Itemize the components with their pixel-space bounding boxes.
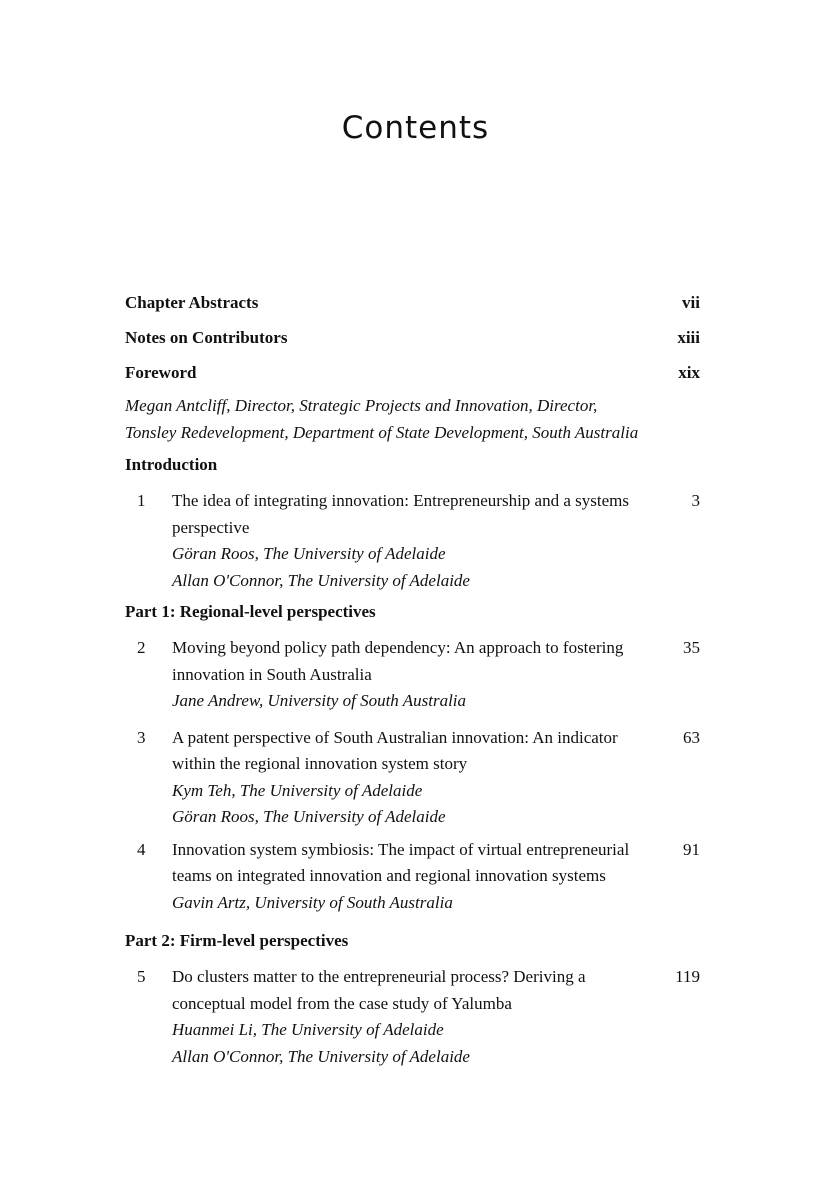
chapter-author: Huanmei Li, The University of Adelaide [172,1020,444,1039]
chapter-number: 5 [137,967,146,986]
chapter-author: Jane Andrew, University of South Australia [172,691,467,710]
toc-chapter-3[interactable] [125,725,705,831]
toc-chapter-5[interactable] [125,964,705,1070]
toc-entry-page: vii [682,293,700,312]
chapter-page: 63 [683,727,700,747]
foreword-authors [125,392,705,446]
toc-entry-page: xix [678,363,700,382]
author-line: Megan Antcliff, Director, Strategic Projects and Innovation, Director, [125,396,598,415]
toc-entry-notes-on-contributors[interactable] [125,325,705,351]
chapter-title: Do clusters matter to the entrepreneurial process? Deriving a conceptual model from the case study of Yalumba [172,967,586,1013]
toc-chapter-1[interactable] [125,488,705,594]
toc-entry-label: Chapter Abstracts [125,293,259,312]
toc-entry-page: xiii [677,328,700,347]
toc-entry-label: Foreword [125,363,197,382]
chapter-page: 3 [691,491,700,510]
chapter-title: Innovation system symbiosis: The impact of virtual entrepreneurial teams on integrated innovation and regional innovation systems [172,839,630,885]
chapter-author: Göran Roos, The University of Adelaide [172,544,446,563]
section-heading-part-1: Part 1: Regional-level perspectives [125,602,376,621]
table-of-contents [125,290,705,1070]
chapter-number: 4 [137,839,146,859]
chapter-number: 2 [137,638,146,657]
chapter-author: Göran Roos, The University of Adelaide [172,807,446,826]
chapter-title: Moving beyond policy path dependency: An approach to fostering innovation in South Australia [172,638,624,684]
chapter-number: 1 [137,491,146,510]
chapter-page: 35 [683,638,700,657]
chapter-number: 3 [137,727,146,747]
section-heading-introduction: Introduction [125,455,218,474]
toc-entry-foreword[interactable] [125,360,705,386]
section-heading-part-2: Part 2: Firm-level perspectives [125,931,349,950]
toc-entry-chapter-abstracts[interactable] [125,290,705,316]
chapter-author: Gavin Artz, University of South Australia [172,892,453,912]
page-title: Contents [341,110,490,146]
chapter-page: 91 [683,839,700,859]
chapter-author: Kym Teh, The University of Adelaide [172,780,423,800]
author-line: Tonsley Redevelopment, Department of State Development, South Australia [125,423,639,442]
chapter-author: Allan O'Connor, The University of Adelaide [172,1046,470,1066]
chapter-page: 119 [675,967,700,986]
toc-chapter-2[interactable] [125,635,705,715]
chapter-title: The idea of integrating innovation: Entrepreneurship and a systems perspective [172,491,629,537]
toc-chapter-4[interactable] [125,837,705,917]
chapter-author: Allan O'Connor, The University of Adelaide [172,570,470,590]
chapter-title: A patent perspective of South Australian innovation: An indicator within the regional innovation system story [172,727,618,773]
toc-entry-label: Notes on Contributors [125,328,288,347]
